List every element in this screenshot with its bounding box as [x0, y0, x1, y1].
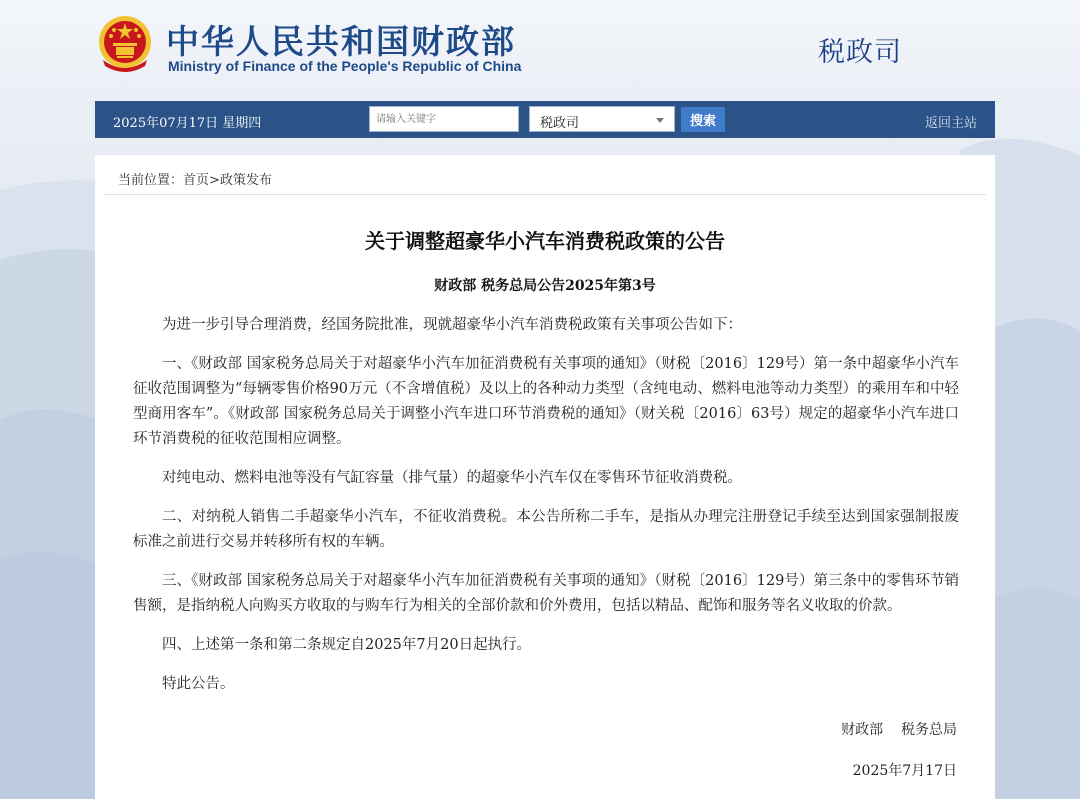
article-paragraph: 二、对纳税人销售二手超豪华小汽车，不征收消费税。本公告所称二手车，是指从办理完注册登记手续至达到国家强制报废标准之前进行交易并转移所有权的车辆。: [133, 509, 959, 550]
breadcrumb-home-link[interactable]: 首页: [183, 173, 210, 188]
breadcrumb-prefix: 当前位置：: [118, 173, 184, 188]
chevron-down-icon: [656, 118, 664, 123]
article-paragraph: 三、《财政部 国家税务总局关于对超豪华小汽车加征消费税有关事项的通知》（财税〔2016〕129号）第三条中的零售环节销售额，是指纳税人向购买方收取的与购车行为相关的全部价款和价外费用，包括以精品、配饰和服务等名义收取的价款。: [133, 573, 959, 614]
article-body: [133, 313, 959, 711]
breadcrumb: [118, 169, 272, 188]
article-title: 关于调整超豪华小汽车消费税政策的公告: [365, 229, 725, 253]
department-title: 税政司: [818, 37, 902, 68]
search-scope-value: 税政司: [540, 116, 580, 131]
site-header: [0, 0, 1080, 100]
search-scope-select[interactable]: [529, 106, 675, 132]
nav-bar: [95, 101, 995, 138]
search-button[interactable]: 搜索: [681, 107, 725, 132]
divider: [104, 194, 986, 195]
document-number: 财政部 税务总局公告2025年第3号: [434, 278, 656, 294]
article-date: 2025年7月17日: [852, 763, 957, 779]
article-paragraph: 特此公告。: [162, 676, 235, 692]
article-paragraph: 为进一步引导合理消费，经国务院批准，现就超豪华小汽车消费税政策有关事项公告如下：: [162, 317, 742, 333]
site-title-english: Ministry of Finance of the People's Republic of China: [168, 58, 522, 74]
content-panel: [95, 155, 995, 799]
back-home-link[interactable]: 返回主站: [924, 116, 977, 131]
national-emblem-icon: [97, 14, 153, 74]
breadcrumb-current-link[interactable]: 政策发布: [219, 173, 272, 188]
search-input[interactable]: [369, 106, 519, 132]
article-signature: 财政部 税务总局: [841, 722, 957, 738]
current-date: 2025年07月17日 星期四: [113, 116, 262, 131]
article-paragraph: 对纯电动、燃料电池等没有气缸容量（排气量）的超豪华小汽车仅在零售环节征收消费税。: [162, 470, 742, 486]
article-paragraph: 一、《财政部 国家税务总局关于对超豪华小汽车加征消费税有关事项的通知》（财税〔2016〕129号）第一条中超豪华小汽车征收范围调整为“每辆零售价格90万元（不含增值税）及以上的各种动力类型（含纯电动、燃料电池等动力类型）的乘用车和中轻型商用客车”。《财政部 国家税务总局关于调整小汽车进口环节消费税的通知》（财关税〔2016〕63号）规定的超豪华小汽车进口环节消费税的征收范围相应调整。: [133, 356, 959, 447]
site-title: 中华人民共和国财政部: [166, 22, 516, 61]
breadcrumb-separator: >: [209, 173, 220, 188]
article-paragraph: 四、上述第一条和第二条规定自2025年7月20日起执行。: [162, 637, 532, 653]
